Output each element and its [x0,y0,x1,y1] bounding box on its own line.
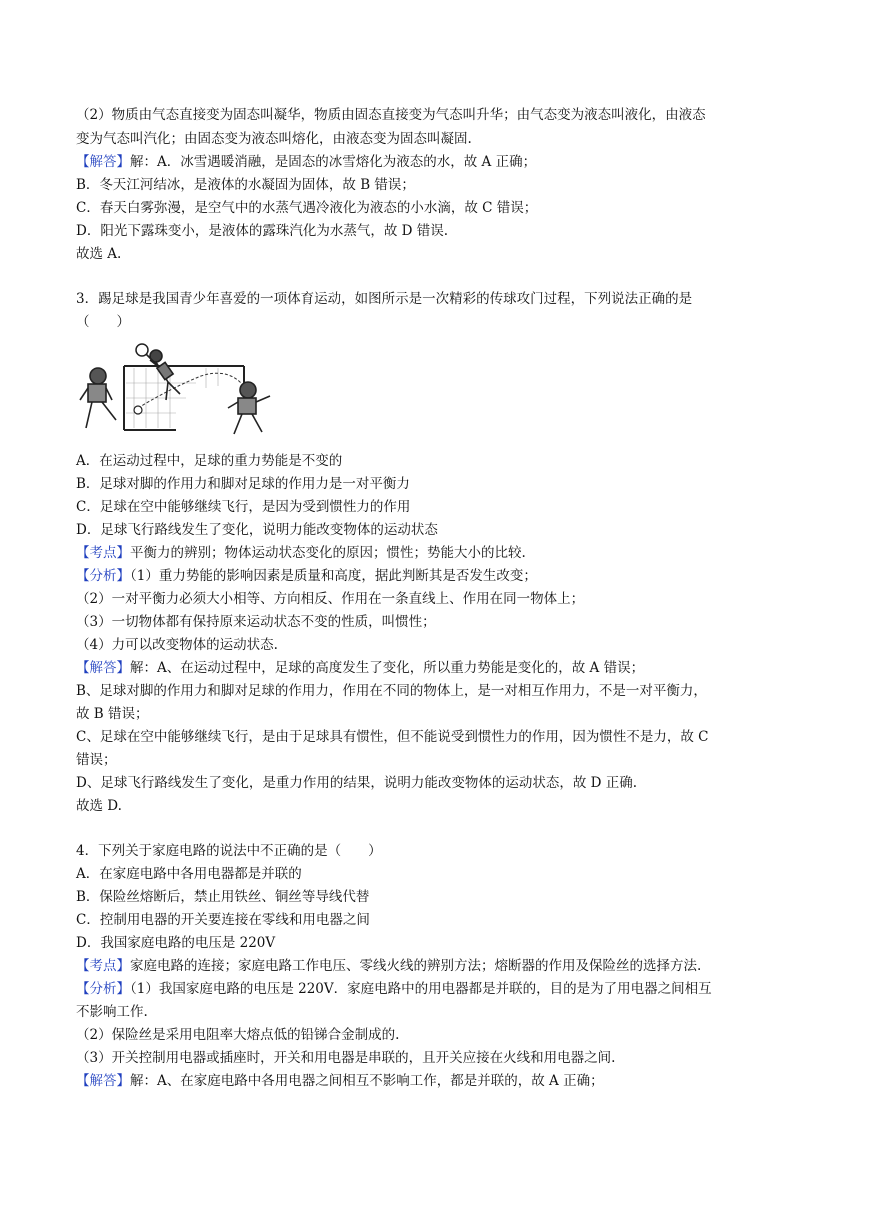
option-line: D．足球飞行路线发生了变化，说明力能改变物体的运动状态 [76,522,438,538]
question-line: （ ） [76,314,130,330]
option-line: B．保险丝熔断后，禁止用铁丝、铜丝等导线代替 [76,889,370,905]
topic-line: 【考点】家庭电路的连接；家庭电路工作电压、零线火线的辨别方法；熔断器的作用及保险丝的选择方法. [76,958,702,974]
answer-line: 【解答】解：A、在运动过程中，足球的高度发生了变化，所以重力势能是变化的，故 A 错误； [76,660,645,676]
text-line: 故选 D. [76,798,122,814]
text-line: （2）保险丝是采用电阻率大熔点低的铅锑合金制成的. [76,1027,400,1043]
option-line: D．我国家庭电路的电压是 220V [76,935,276,951]
text-line: （4）力可以改变物体的运动状态. [76,637,278,653]
topic-line: 【考点】平衡力的辨别；物体运动状态变化的原因；惯性；势能大小的比较. [76,545,526,561]
answer-line: 【解答】解：A、在家庭电路中各用电器之间相互不影响工作，都是并联的，故 A 正确； [76,1073,604,1089]
text-line: （2）一对平衡力必须大小相等、方向相反、作用在一条直线上、作用在同一物体上； [76,591,585,607]
option-line: A．在家庭电路中各用电器都是并联的 [76,866,302,882]
answer-line: 【解答】解：A．冰雪遇暖消融，是固态的冰雪熔化为液态的水，故 A 正确； [76,154,537,170]
analysis-line: 【分析】（1）重力势能的影响因素是质量和高度，据此判断其是否发生改变； [76,568,537,584]
text-line: 错误； [76,752,117,768]
text-line: （3）一切物体都有保持原来运动状态不变的性质，叫惯性； [76,614,436,630]
text-line: 故 B 错误； [76,706,149,722]
football-pass-illustration [76,338,281,440]
analysis-line: 【分析】（1）我国家庭电路的电压是 220V．家庭电路中的用电器都是并联的，目的是为了用电器之间相互 [76,981,712,997]
option-line: B．足球对脚的作用力和脚对足球的作用力是一对平衡力 [76,476,410,492]
text-line: C、足球在空中能够继续飞行，是由于足球具有惯性，但不能说受到惯性力的作用，因为惯性不是力，故 C [76,729,709,745]
option-line: C．控制用电器的开关要连接在零线和用电器之间 [76,912,370,928]
text-line: （2）物质由气态直接变为固态叫凝华，物质由固态直接变为气态叫升华；由气态变为液态叫液化，由液态 [76,107,706,123]
text-line: B．冬天江河结冰，是液体的水凝固为固体，故 B 错误； [76,177,415,193]
text-line: D．阳光下露珠变小，是液体的露珠汽化为水蒸气，故 D 错误. [76,223,449,239]
question-line: 3．踢足球是我国青少年喜爱的一项体育运动，如图所示是一次精彩的传球攻门过程，下列说法正确的是 [76,291,693,307]
option-line: A．在运动过程中，足球的重力势能是不变的 [76,453,343,469]
text-line: D、足球飞行路线发生了变化，是重力作用的结果，说明力能改变物体的运动状态，故 D 正确. [76,775,638,791]
text-line: 变为气态叫汽化；由固态变为液态叫熔化，由液态变为固态叫凝固. [76,131,472,147]
text-line: （3）开关控制用电器或插座时，开关和用电器是串联的，且开关应接在火线和用电器之间. [76,1050,616,1066]
question-line: 4．下列关于家庭电路的说法中不正确的是（ ） [76,843,382,859]
text-line: 故选 A. [76,246,122,262]
text-line: C．春天白雾弥漫，是空气中的水蒸气遇冷液化为液态的小水滴，故 C 错误； [76,200,538,216]
text-line: B、足球对脚的作用力和脚对足球的作用力，作用在不同的物体上，是一对相互作用力，不是一对平衡力， [76,683,707,699]
text-line: 不影响工作. [76,1004,148,1020]
option-line: C．足球在空中能够继续飞行，是因为受到惯性力的作用 [76,499,411,515]
